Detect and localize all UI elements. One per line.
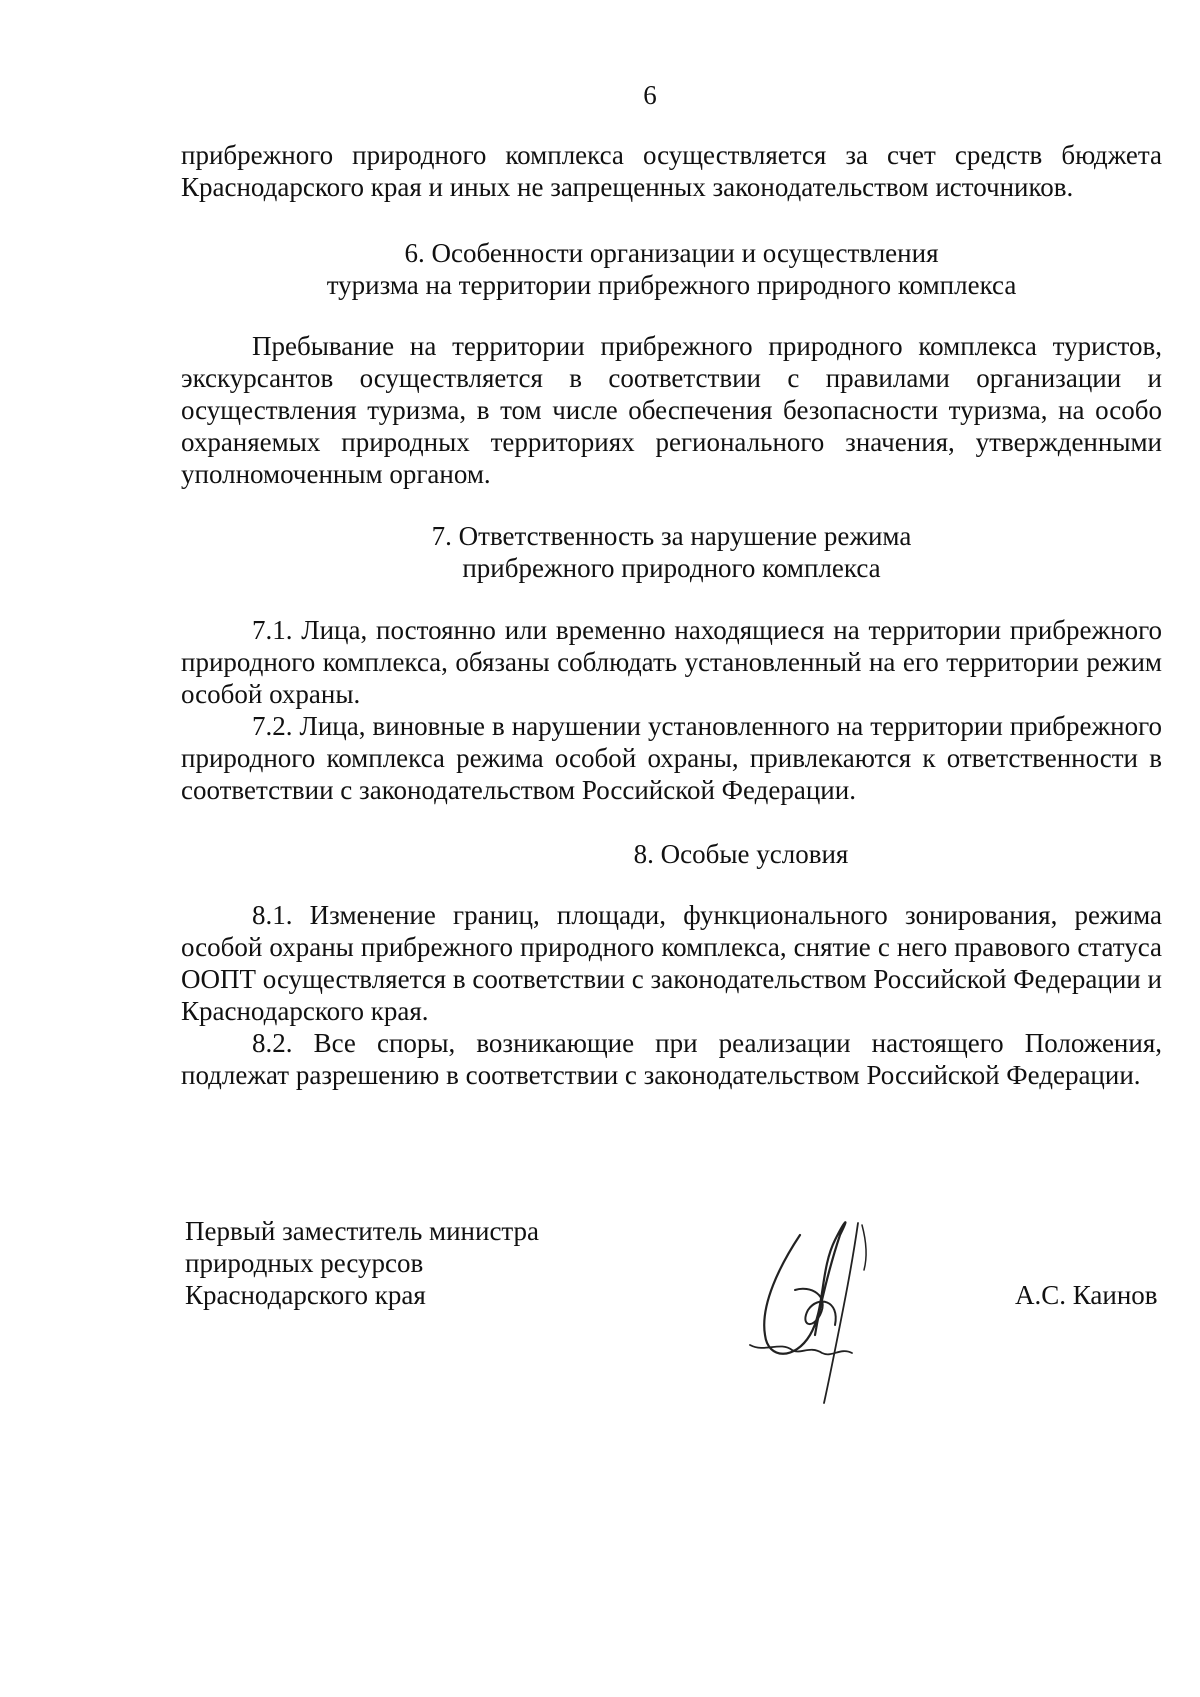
intro-paragraph — [181, 139, 1162, 203]
signatory-title — [185, 1215, 539, 1311]
signatory-title-line-3: Краснодарского края — [185, 1280, 426, 1310]
section-6-body — [181, 330, 1162, 490]
section-8-heading: 8. Особые условия — [633, 839, 849, 869]
page-number: 6 — [643, 80, 657, 110]
signatory-name: А.С. Каинов — [1015, 1280, 1158, 1310]
section-6-heading-line-2: туризма на территории прибрежного природного комплекса — [326, 270, 1017, 300]
section-6-heading-line-1: 6. Особенности организации и осуществления — [404, 238, 939, 268]
intro-text: прибрежного природного комплекса осуществляется за счет средств бюджета Краснодарского края и иных не запрещенных законодательством источников. — [181, 140, 1162, 202]
section-7-1-paragraph: 7.1. Лица, постоянно или временно находящиеся на территории прибрежного природного комплекса, обязаны соблюдать установленный на его территории режим особой охраны. — [181, 615, 1162, 709]
section-6-paragraph: Пребывание на территории прибрежного природного комплекса туристов, экскурсантов осуществляется в соответствии с правилами организации и осуществления туризма, в том числе обеспечения безопасности туризма, на особо охраняемых природных территориях регионального значения, утвержденными уполномоченным органом. — [181, 331, 1162, 489]
section-8-2-paragraph: 8.2. Все споры, возникающие при реализации настоящего Положения, подлежат разрешению в соответствии с законодательством Российской Федерации. — [181, 1028, 1162, 1090]
section-7-2-paragraph: 7.2. Лица, виновные в нарушении установленного на территории прибрежного природного комплекса режима особой охраны, привлекаются к ответственности в соответствии с законодательством Российской Федерации. — [181, 711, 1162, 805]
section-8-body — [181, 899, 1162, 1091]
section-7-heading-line-1: 7. Ответственность за нарушение режима — [431, 521, 912, 551]
section-7-heading-line-2: прибрежного природного комплекса — [462, 553, 881, 583]
section-7-body — [181, 614, 1162, 806]
signatory-title-line-2: природных ресурсов — [185, 1248, 424, 1278]
section-8-1-paragraph: 8.1. Изменение границ, площади, функционального зонирования, режима особой охраны прибрежного природного комплекса, снятие с него правового статуса ООПТ осуществляется в соответствии с законодательством Российской Федерации и Краснодарского края. — [181, 900, 1162, 1026]
signatory-title-line-1: Первый заместитель министра — [185, 1216, 540, 1246]
handwritten-signature — [740, 1195, 910, 1405]
